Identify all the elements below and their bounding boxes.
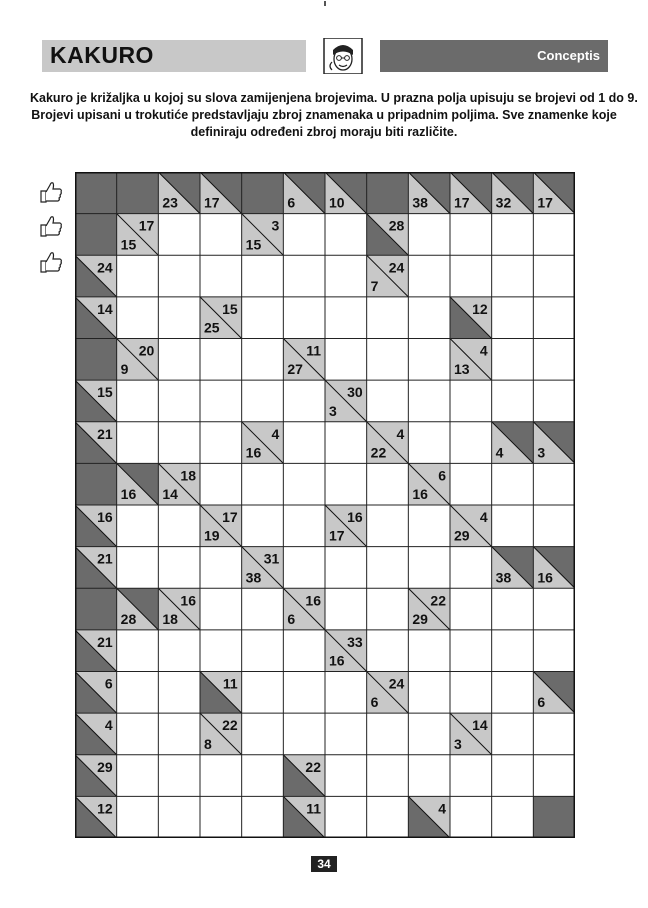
clue-cell — [283, 588, 325, 630]
clue-cell — [75, 713, 117, 755]
empty-cell[interactable] — [533, 214, 575, 256]
kakuro-grid — [75, 172, 575, 838]
empty-cell[interactable] — [450, 547, 492, 589]
across-clue: 21 — [97, 425, 113, 442]
down-clue: 17 — [329, 527, 345, 544]
down-clue: 28 — [120, 610, 137, 627]
empty-cell[interactable] — [283, 422, 325, 464]
across-clue: 30 — [347, 384, 363, 401]
clue-cell — [75, 255, 117, 297]
empty-cell[interactable] — [367, 630, 409, 672]
empty-cell[interactable] — [117, 422, 159, 464]
empty-cell[interactable] — [117, 672, 159, 714]
empty-cell[interactable] — [117, 713, 159, 755]
down-clue: 19 — [204, 527, 220, 544]
empty-cell[interactable] — [408, 547, 450, 589]
clue-cell — [367, 214, 409, 256]
clue-cell — [242, 214, 284, 256]
clue-cell — [283, 755, 325, 797]
across-clue: 3 — [271, 217, 280, 234]
clue-cell — [325, 380, 367, 422]
across-clue: 24 — [97, 259, 113, 276]
empty-cell[interactable] — [200, 588, 242, 630]
clue-cell — [408, 463, 450, 505]
empty-cell[interactable] — [367, 713, 409, 755]
empty-cell[interactable] — [242, 255, 284, 297]
across-clue: 4 — [396, 425, 405, 442]
blocked-cell — [75, 214, 117, 256]
across-clue: 24 — [388, 259, 405, 276]
empty-cell[interactable] — [117, 380, 159, 422]
down-clue: 38 — [412, 194, 428, 211]
empty-cell[interactable] — [283, 297, 325, 339]
empty-cell[interactable] — [408, 214, 450, 256]
across-clue: 16 — [97, 509, 113, 525]
across-clue: 20 — [138, 342, 155, 359]
clue-cell — [75, 297, 117, 339]
clue-cell — [325, 630, 367, 672]
clue-cell — [283, 339, 325, 381]
empty-cell[interactable] — [158, 255, 200, 297]
blocked-cell — [117, 172, 159, 214]
empty-cell[interactable] — [325, 297, 367, 339]
across-clue: 22 — [305, 758, 321, 775]
empty-cell[interactable] — [283, 380, 325, 422]
clue-cell — [367, 422, 409, 464]
empty-cell[interactable] — [492, 796, 534, 838]
across-clue: 21 — [97, 550, 113, 567]
across-clue: 11 — [306, 342, 321, 359]
across-clue: 18 — [180, 467, 196, 484]
empty-cell[interactable] — [200, 796, 242, 838]
empty-cell[interactable] — [117, 755, 159, 797]
empty-cell[interactable] — [450, 630, 492, 672]
intro-line: definiraju određeni zbroj moraju biti različite. — [190, 125, 458, 139]
empty-cell[interactable] — [325, 255, 367, 297]
header-title-panel — [42, 40, 306, 72]
empty-cell[interactable] — [533, 713, 575, 755]
empty-cell[interactable] — [158, 339, 200, 381]
empty-cell[interactable] — [450, 380, 492, 422]
top-mark — [324, 1, 326, 6]
empty-cell[interactable] — [492, 713, 534, 755]
blocked-cell — [75, 588, 117, 630]
blocked-cell — [75, 339, 117, 381]
down-clue: 16 — [120, 486, 137, 502]
clue-cell — [75, 796, 117, 838]
clue-cell — [408, 796, 450, 838]
across-clue: 24 — [388, 675, 405, 692]
clue-cell — [283, 796, 325, 838]
empty-cell[interactable] — [533, 463, 575, 505]
empty-cell[interactable] — [450, 796, 492, 838]
down-clue: 17 — [204, 194, 220, 211]
clue-cell — [75, 380, 117, 422]
empty-cell[interactable] — [242, 630, 284, 672]
clue-cell — [200, 672, 242, 714]
empty-cell[interactable] — [117, 630, 159, 672]
clue-cell — [75, 755, 117, 797]
clue-cell — [158, 588, 200, 630]
empty-cell[interactable] — [408, 755, 450, 797]
thumbs-up-icon — [38, 250, 64, 274]
across-clue: 12 — [97, 800, 113, 817]
clue-cell — [200, 505, 242, 547]
down-clue: 38 — [495, 569, 512, 586]
brand-label: Conceptis — [537, 48, 600, 63]
down-clue: 6 — [287, 610, 296, 627]
empty-cell[interactable] — [242, 297, 284, 339]
empty-cell[interactable] — [158, 630, 200, 672]
clue-cell — [200, 713, 242, 755]
empty-cell[interactable] — [158, 422, 200, 464]
clue-cell — [325, 172, 367, 214]
across-clue: 6 — [104, 675, 113, 692]
empty-cell[interactable] — [408, 505, 450, 547]
blocked-cell — [242, 172, 284, 214]
empty-cell[interactable] — [283, 672, 325, 714]
clue-cell — [367, 255, 409, 297]
empty-cell[interactable] — [408, 297, 450, 339]
empty-cell[interactable] — [242, 505, 284, 547]
empty-cell[interactable] — [158, 297, 200, 339]
empty-cell[interactable] — [492, 255, 534, 297]
clue-cell — [200, 297, 242, 339]
clue-cell — [242, 422, 284, 464]
down-clue: 22 — [370, 444, 387, 461]
empty-cell[interactable] — [117, 255, 159, 297]
empty-cell[interactable] — [242, 463, 284, 505]
clue-cell — [533, 547, 575, 589]
clue-cell — [408, 588, 450, 630]
clue-cell — [75, 422, 117, 464]
clue-cell — [450, 339, 492, 381]
empty-cell[interactable] — [158, 713, 200, 755]
down-clue: 16 — [412, 486, 428, 502]
empty-cell[interactable] — [533, 255, 575, 297]
down-clue: 13 — [454, 361, 470, 378]
clue-cell — [450, 172, 492, 214]
empty-cell[interactable] — [200, 214, 242, 256]
clue-cell — [75, 505, 117, 547]
down-clue: 15 — [120, 236, 137, 253]
empty-cell[interactable] — [492, 214, 534, 256]
empty-cell[interactable] — [158, 505, 200, 547]
across-clue: 6 — [438, 467, 446, 484]
empty-cell[interactable] — [450, 463, 492, 505]
down-clue: 27 — [287, 361, 303, 378]
empty-cell[interactable] — [367, 505, 409, 547]
empty-cell[interactable] — [367, 755, 409, 797]
down-clue: 16 — [537, 569, 553, 586]
clue-cell — [117, 463, 159, 505]
clue-cell — [200, 172, 242, 214]
across-clue: 15 — [97, 384, 113, 401]
clue-cell — [75, 547, 117, 589]
empty-cell[interactable] — [408, 672, 450, 714]
clue-cell — [450, 713, 492, 755]
clue-cell — [367, 672, 409, 714]
empty-cell[interactable] — [533, 755, 575, 797]
empty-cell[interactable] — [325, 588, 367, 630]
across-clue: 4 — [104, 717, 113, 734]
empty-cell[interactable] — [533, 630, 575, 672]
face-avatar-icon — [314, 38, 372, 74]
empty-cell[interactable] — [242, 713, 284, 755]
empty-cell[interactable] — [242, 755, 284, 797]
empty-cell[interactable] — [200, 422, 242, 464]
across-clue: 22 — [430, 592, 446, 609]
empty-cell[interactable] — [492, 339, 534, 381]
empty-cell[interactable] — [283, 255, 325, 297]
empty-cell[interactable] — [200, 630, 242, 672]
down-clue: 29 — [454, 527, 470, 544]
empty-cell[interactable] — [283, 214, 325, 256]
empty-cell[interactable] — [367, 463, 409, 505]
clue-cell — [492, 547, 534, 589]
across-clue: 4 — [438, 800, 446, 817]
down-clue: 17 — [454, 194, 470, 211]
across-clue: 31 — [263, 550, 280, 567]
header-brand-panel — [380, 40, 608, 72]
empty-cell[interactable] — [158, 214, 200, 256]
empty-cell[interactable] — [200, 755, 242, 797]
empty-cell[interactable] — [367, 588, 409, 630]
empty-cell[interactable] — [408, 713, 450, 755]
down-clue: 6 — [370, 694, 379, 711]
empty-cell[interactable] — [242, 796, 284, 838]
across-clue: 4 — [479, 509, 488, 525]
empty-cell[interactable] — [242, 588, 284, 630]
empty-cell[interactable] — [325, 672, 367, 714]
down-clue: 3 — [454, 735, 462, 752]
empty-cell[interactable] — [200, 463, 242, 505]
across-clue: 17 — [138, 217, 155, 234]
clue-cell — [450, 297, 492, 339]
clue-cell — [117, 214, 159, 256]
intro-line: Kakuro je križaljka u kojoj su slova zamijenjena brojevima. U prazna polja upisuju se brojevi od 1 do 9. — [30, 91, 638, 105]
across-clue: 11 — [306, 800, 321, 817]
clue-cell — [117, 339, 159, 381]
across-clue: 21 — [97, 633, 113, 650]
down-clue: 16 — [245, 444, 262, 461]
empty-cell[interactable] — [283, 463, 325, 505]
empty-cell[interactable] — [242, 339, 284, 381]
empty-cell[interactable] — [533, 588, 575, 630]
down-clue: 6 — [537, 694, 546, 711]
down-clue: 16 — [329, 652, 345, 669]
empty-cell[interactable] — [367, 380, 409, 422]
empty-cell[interactable] — [492, 380, 534, 422]
empty-cell[interactable] — [492, 505, 534, 547]
across-clue: 12 — [472, 300, 488, 317]
clue-cell — [492, 422, 534, 464]
empty-cell[interactable] — [283, 505, 325, 547]
down-clue: 29 — [412, 610, 428, 627]
empty-cell[interactable] — [200, 339, 242, 381]
down-clue: 10 — [329, 194, 345, 211]
down-clue: 7 — [370, 277, 379, 294]
empty-cell[interactable] — [325, 796, 367, 838]
clue-cell — [533, 672, 575, 714]
down-clue: 23 — [162, 194, 178, 211]
clue-cell — [242, 547, 284, 589]
empty-cell[interactable] — [367, 796, 409, 838]
empty-cell[interactable] — [367, 297, 409, 339]
clue-cell — [75, 630, 117, 672]
down-clue: 32 — [495, 194, 512, 211]
thumbs-up-icon — [38, 180, 64, 204]
empty-cell[interactable] — [533, 505, 575, 547]
down-clue: 38 — [245, 569, 262, 586]
header-bar — [42, 40, 608, 72]
empty-cell[interactable] — [117, 547, 159, 589]
empty-cell[interactable] — [325, 339, 367, 381]
empty-cell[interactable] — [325, 755, 367, 797]
clue-cell — [75, 672, 117, 714]
empty-cell[interactable] — [158, 796, 200, 838]
empty-cell[interactable] — [325, 214, 367, 256]
empty-cell[interactable] — [492, 588, 534, 630]
across-clue: 16 — [180, 592, 196, 609]
down-clue: 9 — [120, 361, 129, 378]
empty-cell[interactable] — [492, 463, 534, 505]
down-clue: 18 — [162, 610, 178, 627]
page-title: KAKURO — [50, 42, 154, 68]
clue-cell — [533, 422, 575, 464]
clue-cell — [533, 172, 575, 214]
down-clue: 14 — [162, 486, 178, 502]
empty-cell[interactable] — [158, 547, 200, 589]
across-clue: 17 — [222, 509, 238, 525]
empty-cell[interactable] — [533, 380, 575, 422]
empty-cell[interactable] — [242, 380, 284, 422]
blocked-cell — [533, 796, 575, 838]
blocked-cell — [75, 172, 117, 214]
empty-cell[interactable] — [367, 339, 409, 381]
empty-cell[interactable] — [200, 380, 242, 422]
clue-cell — [117, 588, 159, 630]
clue-cell — [492, 172, 534, 214]
across-clue: 11 — [222, 675, 238, 692]
across-clue: 14 — [472, 717, 488, 734]
clue-cell — [408, 172, 450, 214]
empty-cell[interactable] — [533, 297, 575, 339]
empty-cell[interactable] — [283, 547, 325, 589]
empty-cell[interactable] — [533, 339, 575, 381]
empty-cell[interactable] — [492, 672, 534, 714]
empty-cell[interactable] — [283, 713, 325, 755]
down-clue: 3 — [329, 402, 337, 419]
across-clue: 29 — [97, 758, 113, 775]
clue-cell — [450, 505, 492, 547]
empty-cell[interactable] — [408, 255, 450, 297]
clue-cell — [158, 463, 200, 505]
intro-line: Brojevi upisani u trokutiće predstavljaju zbroj znamenaka u pripadnim poljima. Sve znamenke koje — [31, 108, 617, 122]
down-clue: 8 — [204, 735, 212, 752]
down-clue: 4 — [495, 444, 504, 461]
down-clue: 6 — [287, 194, 296, 211]
empty-cell[interactable] — [492, 297, 534, 339]
empty-cell[interactable] — [117, 505, 159, 547]
down-clue: 17 — [537, 194, 553, 211]
down-clue: 3 — [537, 444, 546, 461]
down-clue: 15 — [245, 236, 262, 253]
empty-cell[interactable] — [450, 588, 492, 630]
empty-cell[interactable] — [450, 255, 492, 297]
clue-cell — [325, 505, 367, 547]
empty-cell[interactable] — [408, 630, 450, 672]
empty-cell[interactable] — [367, 547, 409, 589]
across-clue: 16 — [305, 592, 321, 609]
across-clue: 28 — [388, 217, 405, 234]
empty-cell[interactable] — [200, 255, 242, 297]
across-clue: 15 — [222, 300, 238, 317]
thumbs-up-icon — [38, 214, 64, 238]
across-clue: 4 — [271, 425, 280, 442]
blocked-cell — [75, 463, 117, 505]
across-clue: 16 — [347, 509, 363, 525]
empty-cell[interactable] — [283, 630, 325, 672]
empty-cell[interactable] — [492, 630, 534, 672]
empty-cell[interactable] — [450, 672, 492, 714]
across-clue: 14 — [97, 300, 113, 317]
empty-cell[interactable] — [158, 755, 200, 797]
across-clue: 4 — [479, 342, 488, 359]
empty-cell[interactable] — [117, 796, 159, 838]
across-clue: 22 — [222, 717, 238, 734]
empty-cell[interactable] — [325, 422, 367, 464]
empty-cell[interactable] — [492, 755, 534, 797]
clue-cell — [158, 172, 200, 214]
empty-cell[interactable] — [450, 755, 492, 797]
empty-cell[interactable] — [325, 463, 367, 505]
empty-cell[interactable] — [450, 422, 492, 464]
empty-cell[interactable] — [158, 672, 200, 714]
clue-cell — [283, 172, 325, 214]
intro-text — [30, 90, 638, 141]
empty-cell[interactable] — [408, 339, 450, 381]
empty-cell[interactable] — [158, 380, 200, 422]
page-number: 34 — [311, 856, 337, 872]
blocked-cell — [367, 172, 409, 214]
down-clue: 25 — [204, 319, 220, 336]
empty-cell[interactable] — [325, 713, 367, 755]
across-clue: 33 — [347, 633, 363, 650]
empty-cell[interactable] — [408, 422, 450, 464]
empty-cell[interactable] — [200, 547, 242, 589]
empty-cell[interactable] — [325, 547, 367, 589]
empty-cell[interactable] — [408, 380, 450, 422]
empty-cell[interactable] — [450, 214, 492, 256]
empty-cell[interactable] — [242, 672, 284, 714]
empty-cell[interactable] — [117, 297, 159, 339]
